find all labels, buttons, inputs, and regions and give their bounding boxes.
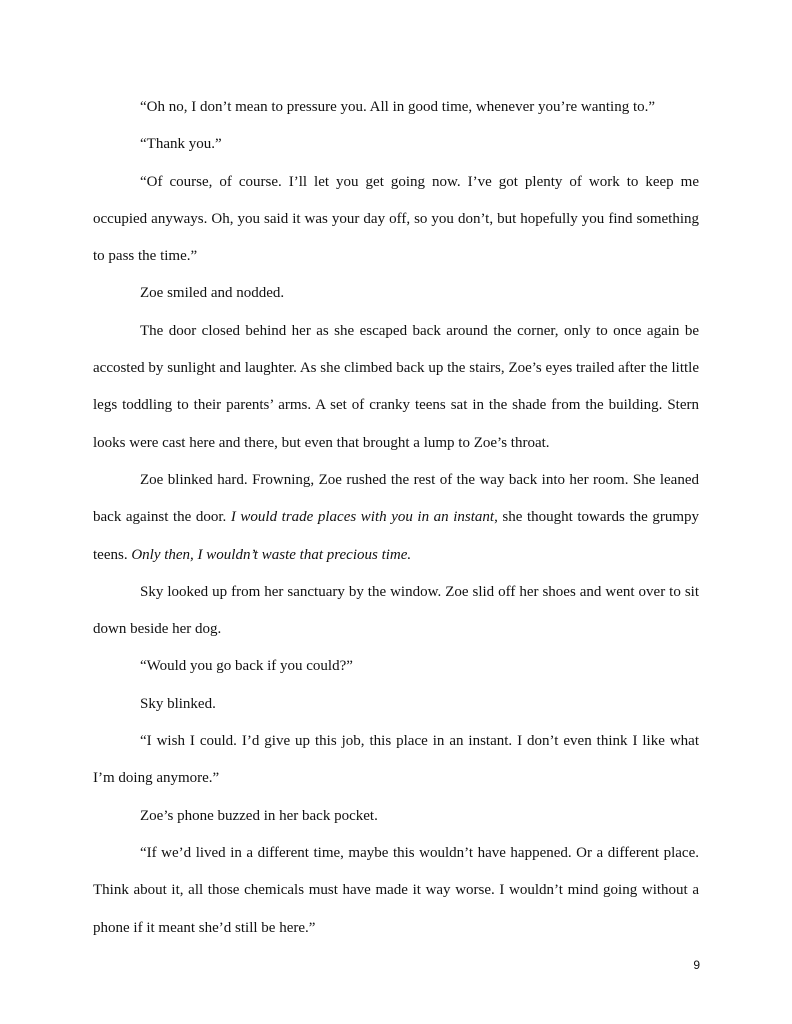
paragraph: Zoe smiled and nodded. (140, 285, 285, 302)
paragraph: “If we’d lived in a different time, maybe this wouldn’t have happened. Or a different place. Think about it, all those chemicals must have made it way worse. I wouldn’t mind going without a phone if it meant she’d still be here.” (93, 844, 699, 936)
page-number: 9 (693, 958, 700, 972)
paragraph: Sky looked up from her sanctuary by the window. Zoe slid off her shoes and went over to sit down beside her dog. (93, 583, 699, 638)
paragraph: “Of course, of course. I’ll let you get going now. I’ve got plenty of work to keep me occupied anyways. Oh, you said it was your day off, so you don’t, but hopefully you find something to pass the time.” (93, 173, 699, 265)
paragraph: “Oh no, I don’t mean to pressure you. All in good time, whenever you’re wanting to.” (140, 99, 656, 115)
paragraph-text: Zoe blinked hard. Frowning, Zoe rushed the rest of the way back into her room. She leaned back against the door. (93, 471, 699, 526)
paragraph: Zoe’s phone buzzed in her back pocket. (140, 807, 378, 824)
paragraph: The door closed behind her as she escaped back around the corner, only to once again be accosted by sunlight and laughter. As she climbed back up the stairs, Zoe’s eyes trailed after the little legs toddling to their parents’ arms. A set of cranky teens sat in the shade from the building. Stern looks were cast here and there, but even that brought a lump to Zoe’s throat. (93, 322, 699, 451)
body-text (93, 89, 699, 947)
italic-thought: Only then, I wouldn’t waste that precious time. (131, 546, 412, 563)
paragraph-text: , she thought towards the grumpy teens. (93, 509, 700, 563)
paragraph: “Thank you.” (140, 136, 222, 153)
paragraph (93, 462, 699, 574)
paragraph: Sky blinked. (140, 695, 216, 712)
italic-thought: I would trade places with you in an instant (230, 509, 495, 526)
paragraph: “Would you go back if you could?” (140, 658, 353, 675)
paragraph: “I wish I could. I’d give up this job, this place in an instant. I don’t even think I like what I’m doing anymore.” (93, 733, 699, 787)
